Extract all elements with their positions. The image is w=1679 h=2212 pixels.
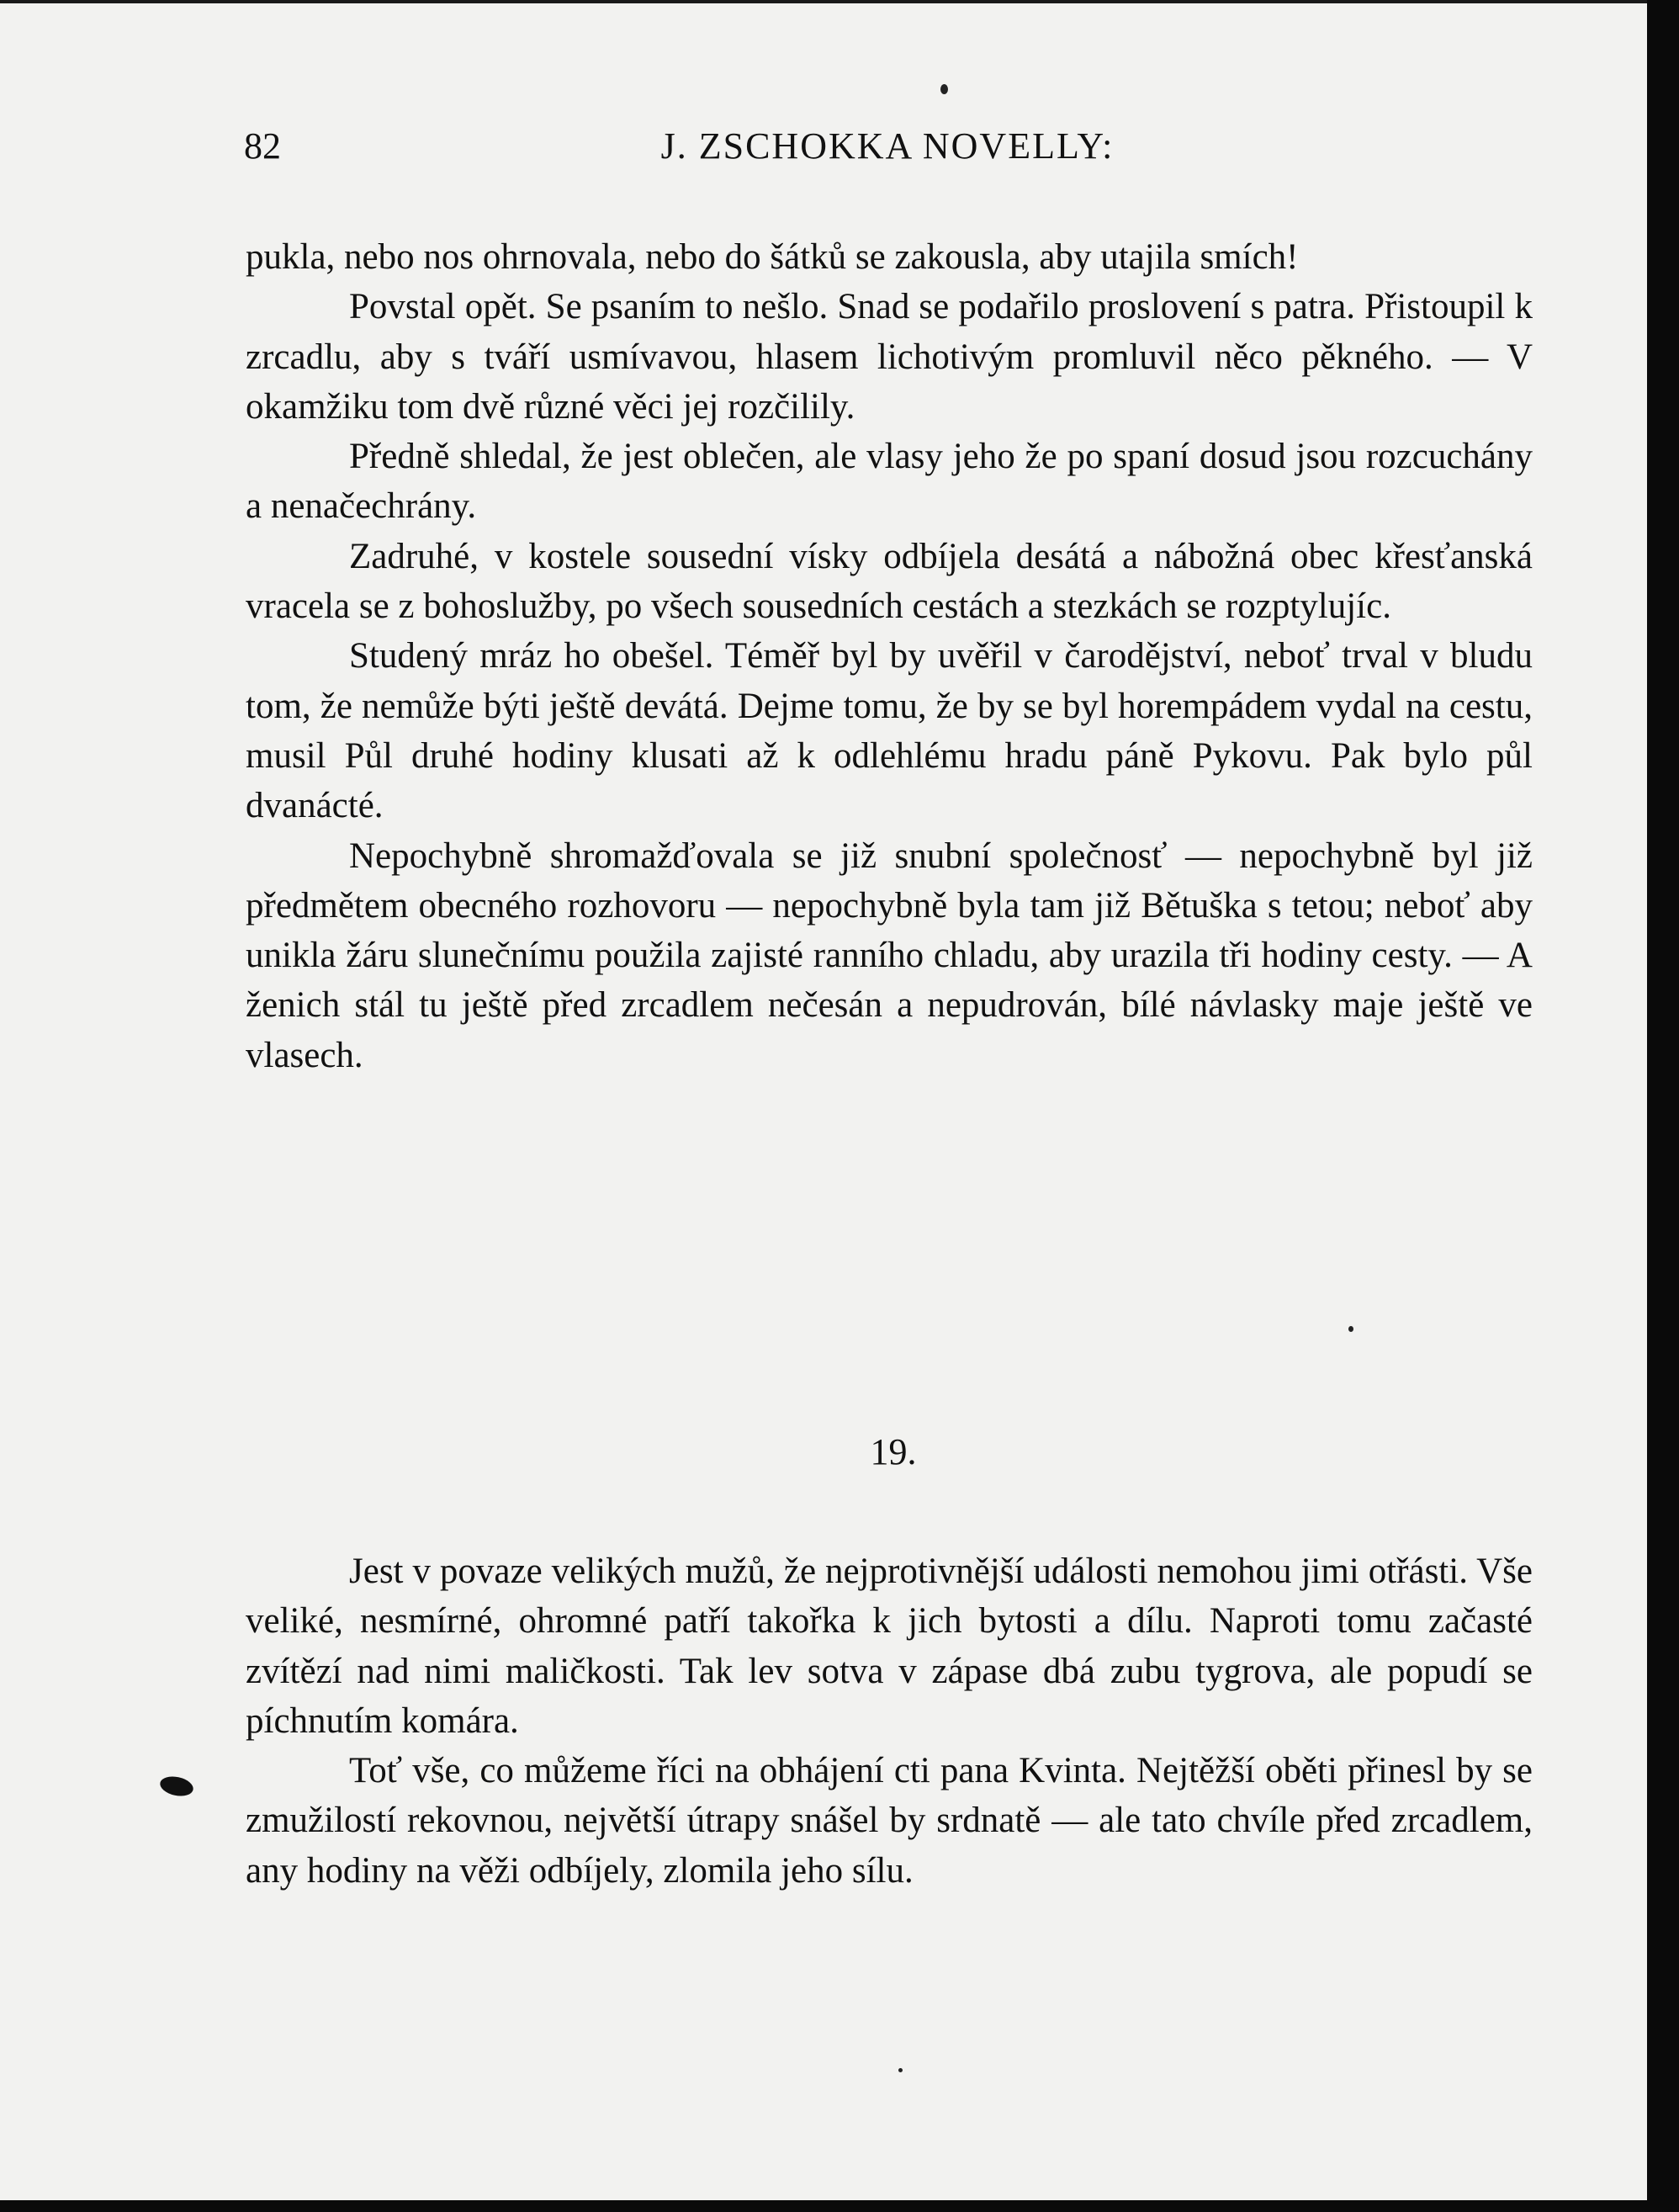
scan-edge-right	[1647, 0, 1679, 2212]
scan-edge-top	[0, 0, 1679, 3]
page-header	[244, 125, 1531, 175]
paragraph: Předně shledal, že jest oblečen, ale vlasy jeho že po spaní dosud jsou rozcuchány a nenačechrány.	[246, 437, 1533, 527]
paragraph: Jest v povaze velikých mužů, že nejprotivnější události nemohou jimi otřásti. Vše veliké, nesmírné, ohromné patří takořka k jich bytosti a dílu. Naproti tomu začasté zvítězí nad nimi maličkosti. Tak lev sotva v zápase dbá zubu tygrova, ale popudí se píchnutím komára.	[246, 1552, 1533, 1741]
page-number: 82	[244, 125, 281, 167]
paragraph: Povstal opět. Se psaním to nešlo. Snad se podařilo proslovení s patra. Přistoupil k zrcadlu, aby s tváří usmívavou, hlasem lichotivým promluvil něco pěkného. — V okamžiku tom dvě různé věci jej rozčilily.	[246, 287, 1533, 427]
running-title: J. ZSCHOKKA NOVELLY:	[660, 125, 1115, 167]
chapter-number: 19.	[870, 1431, 917, 1472]
ink-speck	[898, 2068, 903, 2072]
text-section-1	[246, 232, 1533, 1080]
ink-speck	[1348, 1326, 1353, 1332]
text-section-2	[246, 1546, 1533, 1896]
paragraph: Nepochybně shromažďovala se již snubní společnosť — nepochybně byl již předmětem obecného rozhovoru — nepochybně byla tam již Bětuška s tetou; neboť aby unikla žáru slunečnímu použila zajisté ranního chladu, aby urazila tři hodiny cesty. — A ženich stál tu ještě před zrcadlem nečesán a nepudrován, bílé návlasky maje ještě ve vlasech.	[246, 835, 1533, 1075]
paragraph: Studený mráz ho obešel. Téměř byl by uvěřil v čarodějství, neboť trval v bludu tom, že nemůže býti ještě devátá. Dejme tomu, že by se byl horempádem vydal na cestu, musil Půl druhé hodiny klusati až k odlehlému hradu páně Pykovu. Pak bylo půl dvanácté.	[246, 636, 1533, 826]
paragraph: pukla, nebo nos ohrnovala, nebo do šátků se zakousla, aby utajila smích!	[246, 237, 1299, 277]
scan-edge-bottom	[0, 2200, 1679, 2212]
ink-speck	[940, 84, 948, 94]
paragraph: Zadruhé, v kostele sousední vísky odbíjela desátá a nábožná obec křesťanská vracela se z bohoslužby, po všech sousedních cestách a stezkách se rozptylujíc.	[246, 536, 1533, 627]
paragraph: Toť vše, co můžeme říci na obhájení cti pana Kvinta. Nejtěžší oběti přinesl by se zmužilostí rekovnou, největší útrapy snášel by srdnatě — ale tato chvíle před zrcadlem, any hodiny na věži odbíjely, zlomila jeho sílu.	[246, 1751, 1533, 1891]
ink-blot	[158, 1774, 195, 1799]
